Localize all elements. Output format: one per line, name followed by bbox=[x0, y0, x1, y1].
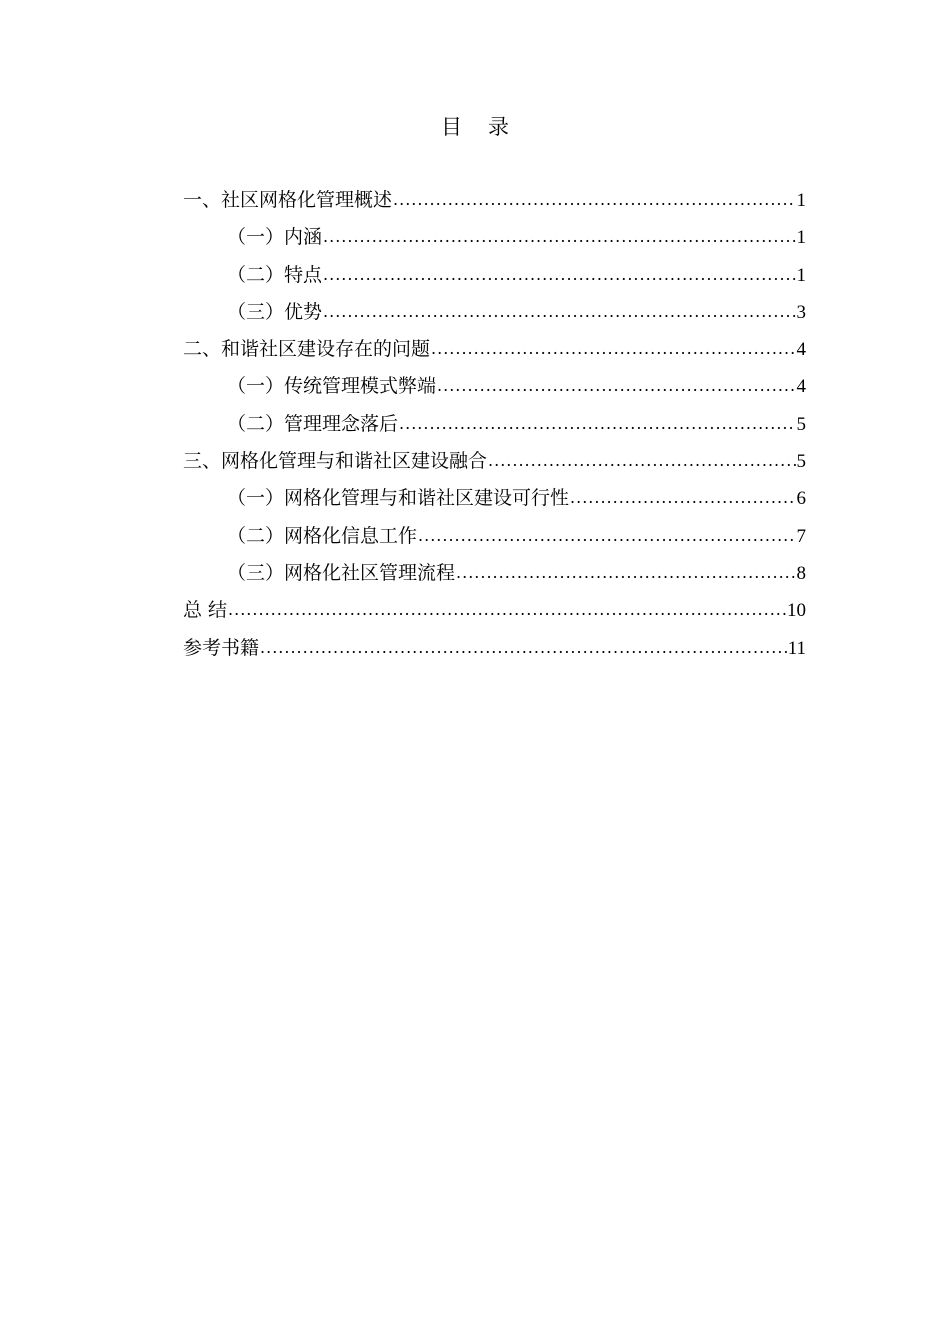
toc-entry-section[interactable] bbox=[183, 518, 806, 555]
table-of-contents bbox=[183, 182, 806, 667]
toc-page-number: 3 bbox=[796, 301, 806, 323]
toc-entry-section[interactable] bbox=[183, 219, 806, 256]
toc-entry-label: （一）网格化管理与和谐社区建设可行性 bbox=[227, 487, 570, 510]
toc-title bbox=[0, 112, 950, 142]
toc-entry-label: （三）优势 bbox=[227, 300, 323, 323]
toc-page-number: 10 bbox=[787, 600, 806, 622]
toc-dot-leader bbox=[456, 554, 795, 591]
toc-page-number: 7 bbox=[796, 525, 806, 547]
toc-entry-label: 一、社区网格化管理概述 bbox=[183, 189, 393, 211]
toc-entry-chapter[interactable] bbox=[183, 630, 806, 667]
toc-entry-label: （一）传统管理模式弊端 bbox=[227, 375, 437, 398]
toc-dot-leader bbox=[323, 218, 795, 255]
toc-entry-label: 总 结 bbox=[183, 599, 228, 622]
toc-page-number: 11 bbox=[787, 637, 806, 659]
toc-entry-chapter[interactable] bbox=[183, 592, 806, 629]
toc-dot-leader bbox=[228, 591, 786, 628]
toc-page-number: 1 bbox=[796, 190, 806, 211]
toc-entry-label: （三）网格化社区管理流程 bbox=[227, 561, 456, 584]
toc-page-number: 1 bbox=[796, 227, 806, 249]
toc-page-number: 4 bbox=[796, 339, 806, 361]
toc-page-number: 5 bbox=[796, 413, 806, 435]
toc-page-number: 6 bbox=[796, 488, 806, 510]
toc-entry-section[interactable] bbox=[183, 555, 806, 592]
toc-dot-leader bbox=[570, 479, 795, 516]
toc-entry-chapter[interactable] bbox=[183, 443, 806, 480]
toc-entry-section[interactable] bbox=[183, 368, 806, 405]
toc-entry-label: （二）管理理念落后 bbox=[227, 412, 399, 435]
toc-entry-label: 二、和谐社区建设存在的问题 bbox=[183, 338, 431, 361]
toc-entry-label: （一）内涵 bbox=[227, 226, 323, 249]
toc-title-char-1: 目 bbox=[441, 115, 462, 139]
toc-dot-leader bbox=[399, 405, 795, 442]
toc-entry-label: 三、网格化管理与和谐社区建设融合 bbox=[183, 450, 488, 473]
toc-dot-leader bbox=[431, 330, 795, 367]
toc-page-number: 1 bbox=[796, 264, 806, 286]
toc-entry-label: （二）网格化信息工作 bbox=[227, 524, 418, 547]
toc-entry-section[interactable] bbox=[183, 480, 806, 517]
toc-entry-label: （二）特点 bbox=[227, 263, 323, 286]
toc-entry-section[interactable] bbox=[183, 257, 806, 294]
toc-dot-leader bbox=[418, 517, 795, 554]
toc-dot-leader bbox=[437, 367, 795, 404]
toc-entry-label: 参考书籍 bbox=[183, 636, 260, 659]
toc-dot-leader bbox=[488, 442, 795, 479]
toc-dot-leader bbox=[323, 293, 795, 330]
toc-entry-section[interactable] bbox=[183, 406, 806, 443]
toc-dot-leader bbox=[323, 256, 795, 293]
toc-entry-section[interactable] bbox=[183, 294, 806, 331]
toc-page-number: 5 bbox=[796, 451, 806, 473]
toc-page-number: 4 bbox=[796, 376, 806, 398]
toc-dot-leader bbox=[393, 181, 795, 218]
toc-dot-leader bbox=[260, 629, 787, 666]
toc-entry-chapter[interactable] bbox=[183, 331, 806, 368]
toc-title-char-2: 录 bbox=[488, 115, 509, 139]
toc-entry-chapter[interactable] bbox=[183, 182, 806, 219]
toc-page-number: 8 bbox=[796, 562, 806, 584]
